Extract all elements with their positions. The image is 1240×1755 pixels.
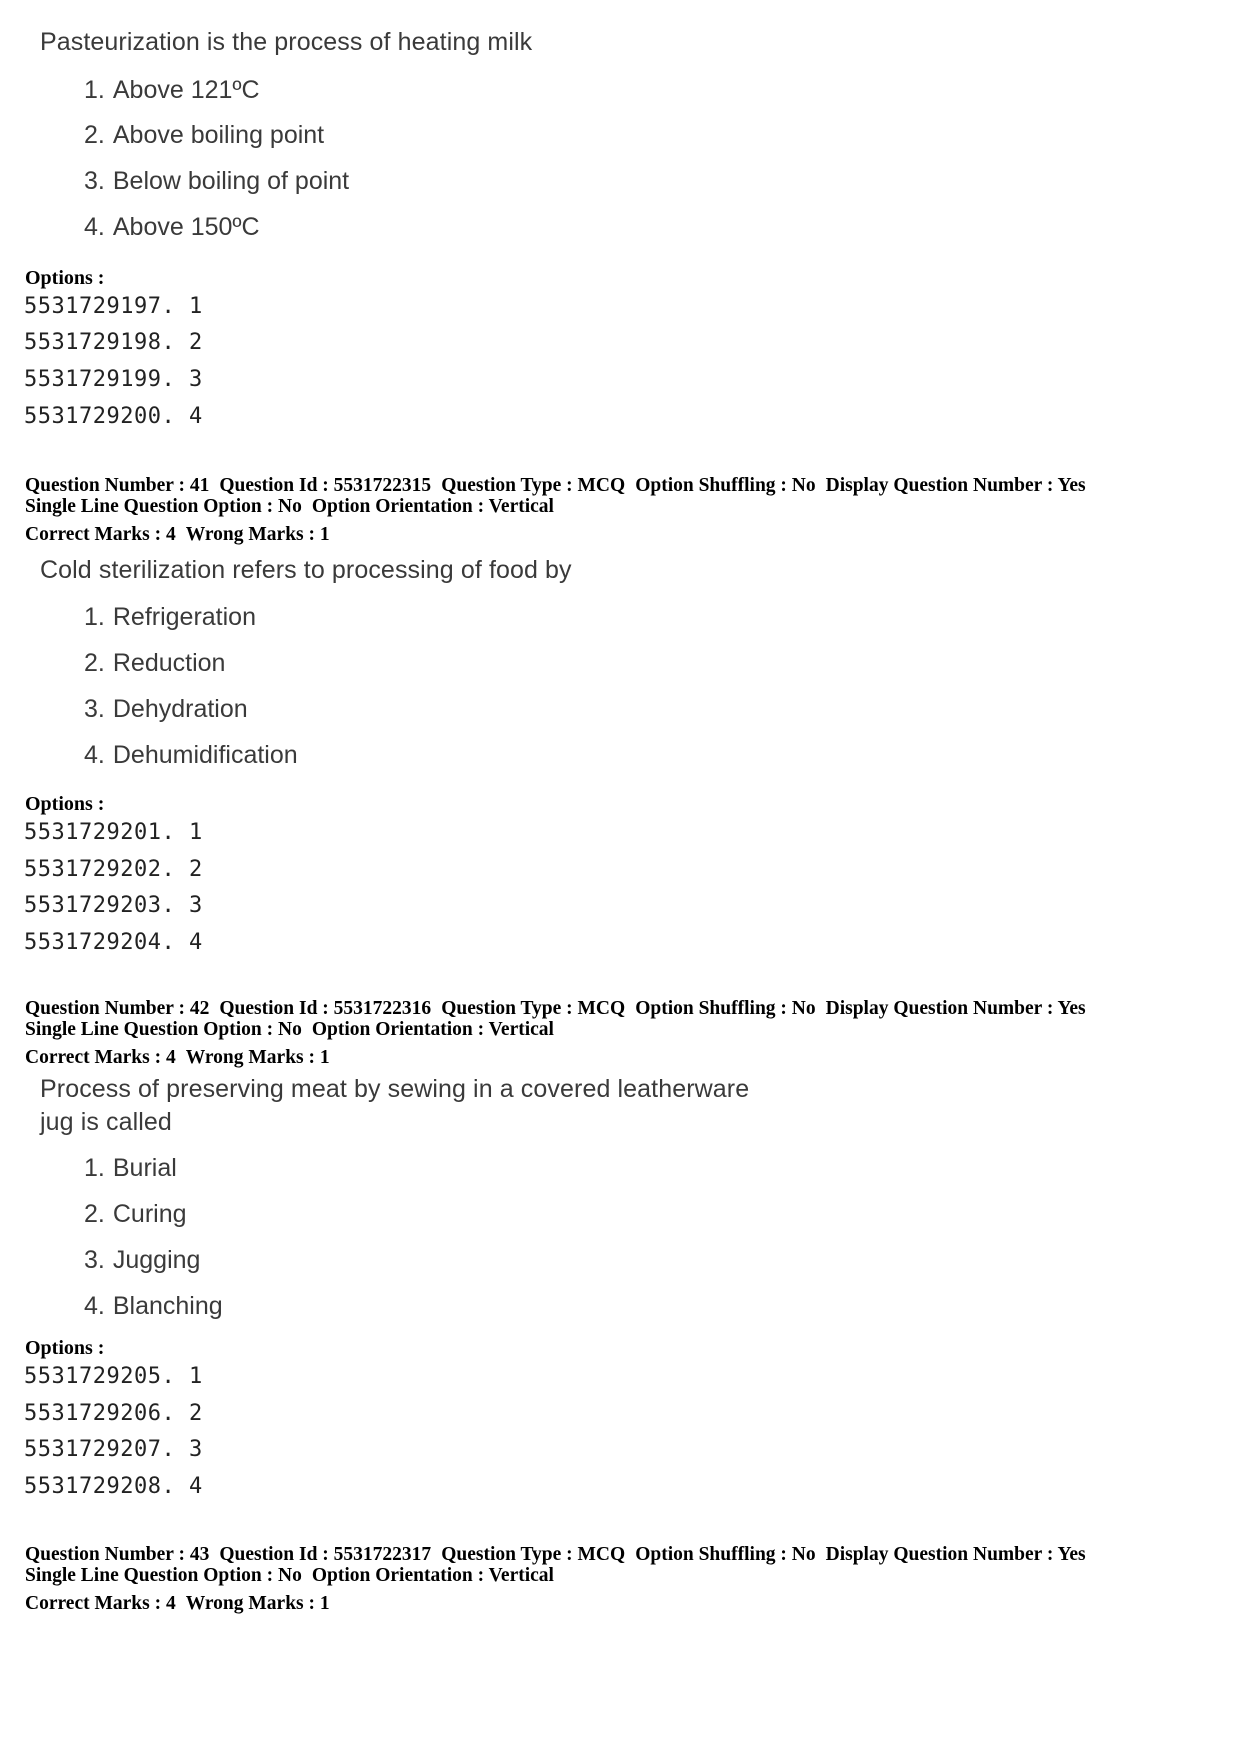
meta-line-2: Single Line Question Option : No Option Orientation : Vertical xyxy=(25,496,554,517)
choice-item: 1. Refrigeration xyxy=(84,603,256,631)
question-41-meta xyxy=(25,475,1086,545)
choice-item: 2. Reduction xyxy=(84,649,226,677)
choice-item: 1. Burial xyxy=(84,1154,177,1182)
choice-item: 3. Below boiling of point xyxy=(84,167,350,195)
choice-item: 4. Above 150ºC xyxy=(84,213,260,241)
marks-line: Correct Marks : 4 Wrong Marks : 1 xyxy=(25,1593,330,1614)
meta-line-2: Single Line Question Option : No Option Orientation : Vertical xyxy=(25,1565,554,1586)
option-id-row: 5531729208. 4 xyxy=(24,1474,203,1499)
question-41-text: Cold sterilization refers to processing of food by xyxy=(40,556,572,584)
option-id-row: 5531729207. 3 xyxy=(24,1437,203,1462)
choice-item: 4. Blanching xyxy=(84,1292,223,1320)
option-id-row: 5531729197. 1 xyxy=(24,294,203,319)
choice-item: 2. Above boiling point xyxy=(84,121,325,149)
choice-item: 3. Jugging xyxy=(84,1246,201,1274)
options-label: Options : xyxy=(25,1337,105,1359)
option-id-row: 5531729205. 1 xyxy=(24,1364,203,1389)
meta-line-1: Question Number : 43 Question Id : 5531722317 Question Type : MCQ Option Shuffling : No Display Question Number : Yes xyxy=(25,1544,1086,1565)
options-label: Options : xyxy=(25,793,105,815)
option-id-row: 5531729200. 4 xyxy=(24,404,203,429)
options-label: Options : xyxy=(25,267,105,289)
option-id-row: 5531729206. 2 xyxy=(24,1401,203,1426)
meta-line-2: Single Line Question Option : No Option Orientation : Vertical xyxy=(25,1019,554,1040)
option-id-row: 5531729204. 4 xyxy=(24,930,203,955)
meta-line-1: Question Number : 42 Question Id : 5531722316 Question Type : MCQ Option Shuffling : No Display Question Number : Yes xyxy=(25,998,1086,1019)
option-id-row: 5531729201. 1 xyxy=(24,820,203,845)
choice-item: 3. Dehydration xyxy=(84,695,248,723)
question-42-text: Process of preserving meat by sewing in a covered leatherware jug is called xyxy=(40,1075,750,1136)
question-40-text: Pasteurization is the process of heating milk xyxy=(40,28,533,56)
choice-item: 1. Above 121ºC xyxy=(84,76,260,104)
option-id-row: 5531729202. 2 xyxy=(24,857,203,882)
option-id-row: 5531729199. 3 xyxy=(24,367,203,392)
choice-item: 4. Dehumidification xyxy=(84,741,298,769)
option-id-row: 5531729198. 2 xyxy=(24,330,203,355)
meta-line-1: Question Number : 41 Question Id : 5531722315 Question Type : MCQ Option Shuffling : No Display Question Number : Yes xyxy=(25,475,1086,496)
choice-item: 2. Curing xyxy=(84,1200,187,1228)
question-43-meta xyxy=(25,1544,1086,1614)
marks-line: Correct Marks : 4 Wrong Marks : 1 xyxy=(25,524,330,545)
marks-line: Correct Marks : 4 Wrong Marks : 1 xyxy=(25,1047,330,1068)
question-42-meta xyxy=(25,998,1086,1068)
option-id-row: 5531729203. 3 xyxy=(24,893,203,918)
